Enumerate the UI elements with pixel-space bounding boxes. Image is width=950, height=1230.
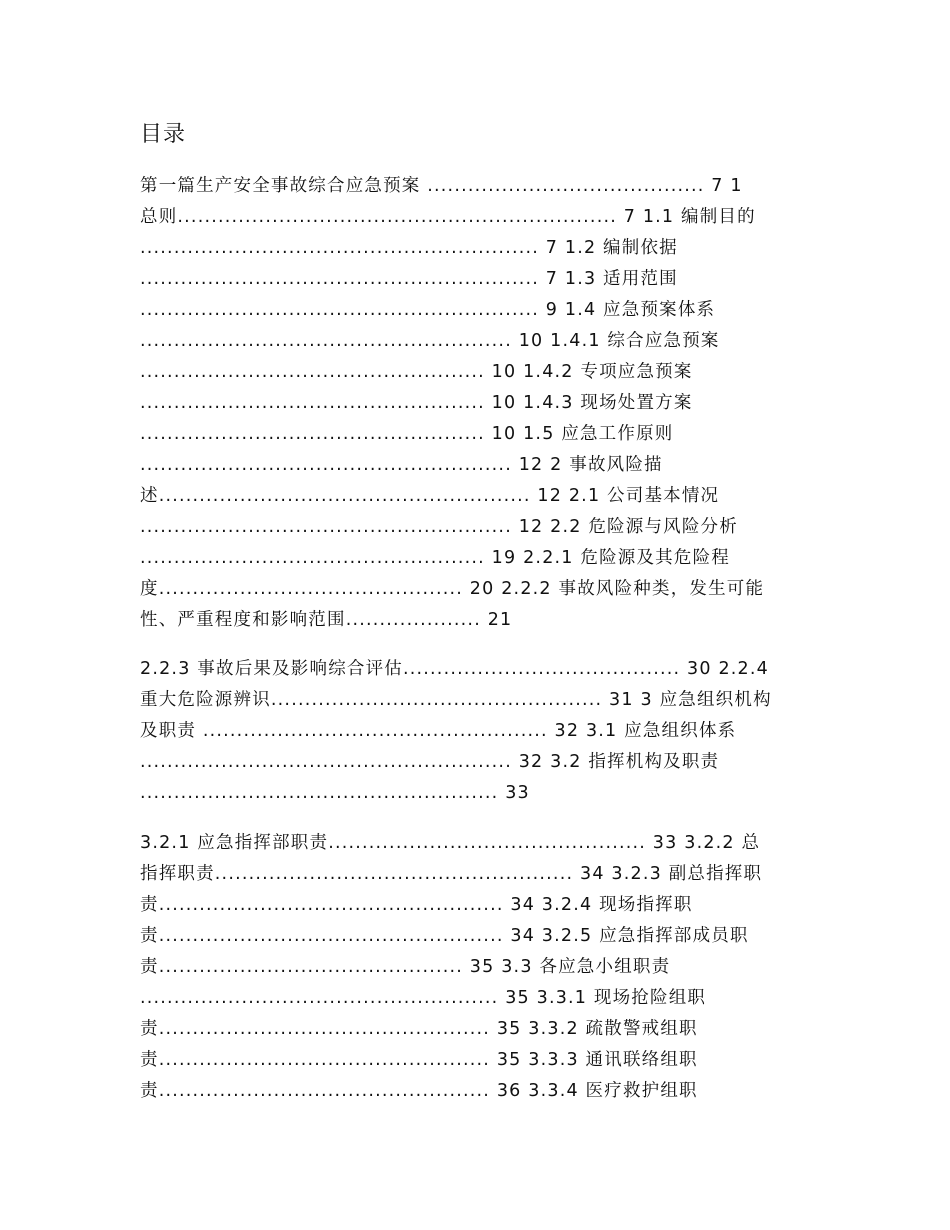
toc-line: 度............................................. 20 2.2.2 事故风险种类，发生可能	[140, 579, 765, 599]
toc-line: 责................................................. 35 3.3.2 疏散警戒组职	[140, 1019, 698, 1039]
toc-line: 责................................................... 34 3.2.5 应急指挥部成员职	[140, 926, 749, 946]
toc-line: ........................................................... 7 1.3 适用范围	[140, 269, 678, 289]
toc-line: ..................................................... 33	[140, 783, 530, 803]
toc-line: ................................................... 10 1.5 应急工作原则	[140, 424, 674, 444]
toc-line: ................................................... 10 1.4.3 现场处置方案	[140, 393, 693, 413]
toc-line: ..................................................... 35 3.3.1 现场抢险组职	[140, 988, 707, 1008]
toc-line: 第一篇生产安全事故综合应急预案 ......................................... 7 1	[140, 176, 743, 196]
toc-line: 责............................................. 35 3.3 各应急小组职责	[140, 957, 671, 977]
toc-line: 性、严重程度和影响范围.................... 21	[140, 610, 513, 630]
toc-line: ....................................................... 12 2.2 危险源与风险分析	[140, 517, 738, 537]
toc-line: ........................................................... 7 1.2 编制依据	[140, 238, 678, 258]
toc-line: 重大危险源辨识................................................. 31 3 应急组织机构	[140, 690, 772, 710]
toc-line: ....................................................... 10 1.4.1 综合应急预案	[140, 331, 720, 351]
toc-line: ................................................... 19 2.2.1 危险源及其危险程	[140, 548, 730, 568]
toc-line: ........................................................... 9 1.4 应急预案体系	[140, 300, 716, 320]
toc-line: 及职责 ................................................... 32 3.1 应急组织体系	[140, 721, 737, 741]
toc-line: 责................................................. 36 3.3.4 医疗救护组职	[140, 1081, 698, 1101]
toc-line: 指挥职责..................................................... 34 3.2.3 副总指挥职	[140, 864, 763, 884]
toc-line: 述....................................................... 12 2.1 公司基本情况	[140, 486, 720, 506]
toc-line: 3.2.1 应急指挥部职责............................................... 33 3.2.2 总	[140, 833, 761, 853]
toc-line: 总则................................................................. 7 1.1 编制目的	[140, 207, 756, 227]
toc-line: ....................................................... 12 2 事故风险描	[140, 455, 663, 475]
toc-line: ....................................................... 32 3.2 指挥机构及职责	[140, 752, 720, 772]
toc-line: 责................................................... 34 3.2.4 现场指挥职	[140, 895, 693, 915]
toc-line: 2.2.3 事故后果及影响综合评估......................................... 30 2.2.4	[140, 659, 769, 679]
toc-line: 责................................................. 35 3.3.3 通讯联络组职	[140, 1050, 698, 1070]
toc-line: ................................................... 10 1.4.2 专项应急预案	[140, 362, 693, 382]
page-title: 目录	[140, 122, 187, 147]
